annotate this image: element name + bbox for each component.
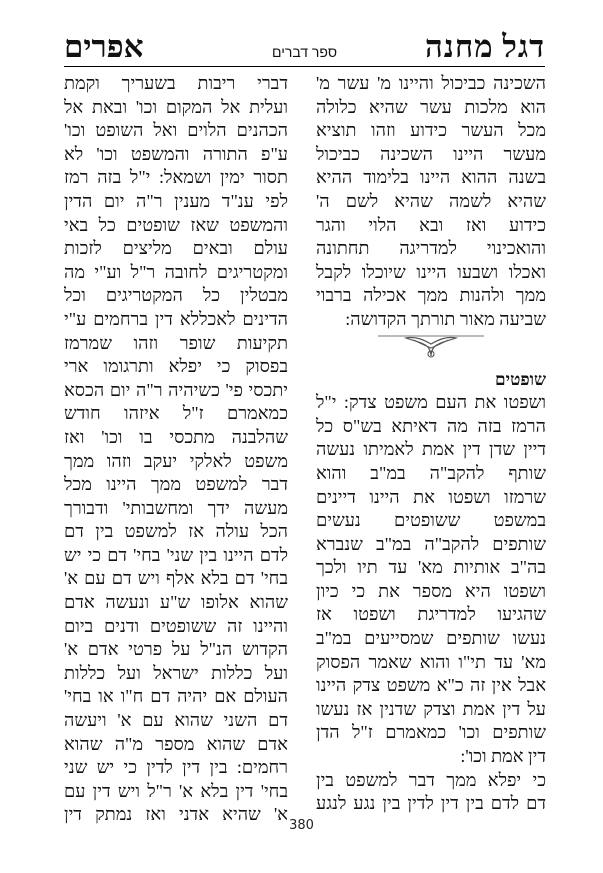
paragraph-2	[316, 391, 546, 769]
text-line: דיין שדן דין אמת לאמיתו נעשה	[316, 439, 546, 460]
paragraph-1	[316, 72, 546, 332]
text-line: יתכסי פי' כשיהיה ר"ה יום הכסא	[64, 379, 288, 400]
text-line: בחי' דם בלא אלף ויש דם עם א'	[64, 568, 288, 589]
text-line: במשפט ששופטים נעשים	[316, 510, 546, 531]
text-line: אבל אין זה כ"א משפט צדק היינו	[316, 675, 546, 696]
text-line: הדינים לאכללא דין ברחמים ע"י	[64, 308, 288, 329]
text-line: דין אמת וכו':	[460, 746, 546, 767]
text-line: בפסוק כי יפלא ותרגומו ארי	[64, 356, 288, 377]
right-column	[316, 72, 546, 816]
text-line: הרמז בזה מה דאיתא בש"ס כל	[316, 415, 546, 436]
text-line: עולם ובאים מליצים לזכות	[64, 238, 288, 259]
text-line: תסור ימין ושמאל: י"ל בזה רמז	[64, 167, 288, 188]
text-line: בשנה ההוא היינו בלימוד ההיא	[316, 167, 546, 188]
text-line: ושפטו את העם משפט צדק: י"ל	[316, 392, 546, 413]
text-line: לפי ענ"ד מענין ר"ה יום הדין	[64, 190, 288, 211]
text-line: והיינו זה ששופטים ודנים ביום	[64, 615, 288, 636]
text-line: שותף להקב"ה במ"ב והוא	[316, 462, 546, 483]
text-line: שהגיעו למדריגת ושפטו אז	[316, 604, 546, 625]
text-line: דבר למשפט ממך היינו מכל	[64, 474, 288, 495]
text-line: הכהנים הלוים ואל השופט וכו'	[64, 120, 288, 141]
page-header	[64, 28, 545, 67]
text-line: דברי ריבות בשעריך וקמת	[64, 73, 288, 93]
book-section-title: ספר דברים	[272, 44, 337, 60]
text-line: הכל עולה אז למשפט בין דם	[64, 521, 288, 542]
text-line: תקיעות שופר וזהו שמרמז	[64, 332, 288, 353]
text-line: ע"פ התורה והמשפט וכו' לא	[64, 143, 288, 164]
text-line: כידוע ואז ובא הלוי והגר	[316, 214, 546, 235]
text-line: לדם היינו בין שני' בחי' דם כי יש	[64, 544, 288, 565]
text-line: ושפטו היא מספר את כי כיון	[316, 580, 546, 601]
text-line: על דין אמת וצדק שדנין אז נעשו	[316, 698, 546, 719]
left-column	[64, 72, 288, 827]
text-line: שהיא לשמה שהיא לשם ה'	[316, 190, 546, 211]
text-line: בה"ב אותיות מא' עד תיו ולכך	[316, 557, 546, 578]
text-line: שרמזו ושפטו את היינו דיינים	[316, 486, 546, 507]
text-line: ואכלו ושבעו היינו שיוכלו לקבל	[316, 261, 546, 282]
text-line: בחי' דין בלא א' ר"ל ויש דין עם	[64, 780, 288, 801]
book-title-left: אפרים	[64, 29, 144, 64]
text-line: מבטלין כל המקטריגים וכל	[64, 285, 288, 306]
divider-flourish-icon	[316, 332, 546, 368]
text-line: נעשו שותפים שמסייעים במ"ב	[316, 628, 546, 649]
text-line: ועל כללות ישראל ועל כללות	[64, 662, 288, 683]
text-line: מעשה ידך ומחשבותי' ודבורך	[64, 497, 288, 518]
text-line: מא' עד תי"ו והוא שאמר הפסוק	[316, 651, 546, 672]
text-line: והואכינוי למדריגה תחתונה	[316, 238, 546, 259]
text-line: שביעה מאור תורתך הקדושה:	[345, 308, 546, 329]
text-line: מעשר היינו השכינה כביכול	[316, 143, 546, 164]
book-title-right: דגל מחנה	[424, 29, 545, 64]
text-line: כמאמרם ז"ל איזהו חודש	[64, 403, 288, 424]
text-line: שותפים וכו' כמאמרם ז"ל הדן	[316, 722, 546, 743]
text-line: אדם שהוא מספר מ"ה שהוא	[64, 733, 288, 754]
text-line: מכל העשר כידוע וזהו תוציא	[316, 120, 546, 141]
text-line: ומקטריגים לחובה ר"ל וע"י מה	[64, 261, 288, 282]
text-line: והמשפט שאז שופטים כל באי	[64, 214, 288, 235]
text-line: א' שהיא אדני ואז נמתק דין	[64, 804, 288, 825]
text-line: שהוא אלופו ש"ע ונעשה אדם	[64, 592, 288, 613]
page-number: 380	[289, 818, 314, 833]
text-line: דם השני שהוא עם א' ויעשה	[64, 710, 288, 731]
text-line: כי יפלא ממך דבר למשפט בין	[316, 769, 546, 790]
paragraph-3	[316, 769, 546, 816]
text-line: שהלבנה מתכסי בו וכו' ואז	[64, 426, 288, 447]
text-line: הקדוש הנ"ל על פרטי אדם א'	[64, 639, 288, 660]
text-line: העולם אם יהיה דם ח"ו או בחי'	[64, 686, 288, 707]
text-line: הוא מלכות עשר שהיא כלולה	[316, 96, 546, 117]
text-line: דם לדם בין דין לדין בין נגע לנגע	[316, 793, 546, 814]
text-line: השכינה כביכול והיינו מ' עשר מ'	[316, 73, 546, 93]
text-line: משפט לאלקי יעקב וזהו ממך	[64, 450, 288, 471]
text-line: שותפים להקב"ה במ"ב שנברא	[316, 533, 546, 554]
text-line: ממך ולהנות ממך אכילה ברבוי	[316, 285, 546, 306]
text-line: רחמים: בין דין לדין כי יש שני	[64, 757, 288, 778]
text-line: ועלית אל המקום וכו' ובאת אל	[64, 96, 288, 117]
section-heading: שופטים	[495, 369, 546, 389]
